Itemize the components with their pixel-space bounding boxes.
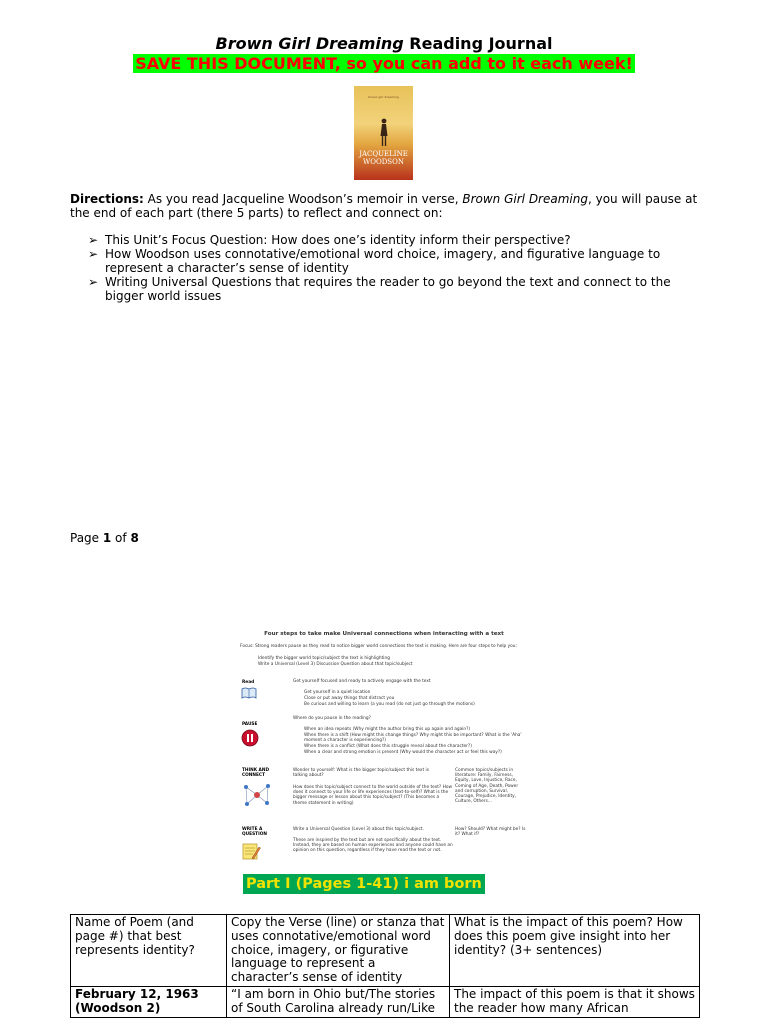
step-pause-intro: Where do you pause in the reading?: [293, 716, 371, 721]
bullet-text: Writing Universal Questions that requires the reader to go beyond the text and connect to the bigger world issues: [105, 275, 671, 303]
title-book-name: Brown Girl Dreaming: [215, 34, 404, 53]
cover-author-last: WOODSON: [363, 158, 404, 166]
steps-focus: Focus: Strong readers pause as they read to notice bigger world connections the text is making. Here are four steps to help you:: [240, 644, 517, 649]
step-pause-item: When an idea repeats (Why might the author bring this up again and again?): [304, 727, 471, 732]
page-current: 1: [102, 531, 112, 545]
cell-impact[interactable]: The impact of this poem is that it shows the reader how many African: [450, 986, 700, 1017]
bullet-text: How Woodson uses connotative/emotional word choice, imagery, and figurative language to represent a character’s sense of identity: [105, 247, 661, 275]
page-number: [70, 531, 139, 545]
page-total: 8: [130, 531, 139, 545]
step-think-intro: Wonder to yourself: What is the bigger topic/subject this text is talking about?: [293, 768, 429, 779]
network-icon: [242, 782, 272, 808]
save-notice-wrap: [0, 54, 768, 73]
step-write-side: How? Should? What might be? Is it? What if?: [455, 827, 526, 838]
step-think-detail: How does this topic/subject connect to the world outside of the text? How does it connect to your life or life experiences (text-to-self)? What is the bigger message or lesson about this topic/subject? (This becomes a theme statement in writing): [293, 785, 452, 806]
step-pause-item: When a clear and strong emotion is present (Why would the character act or feel this way?): [304, 750, 502, 755]
steps-focus-item: Write a Universal (Level 3) Discussion Question about that topic/subject: [258, 662, 413, 667]
girl-silhouette-icon: [379, 118, 389, 148]
header-cell-impact: What is the impact of this poem? How does this poem give insight into her identity? (3+ sentences): [450, 915, 700, 987]
cell-poem[interactable]: February 12, 1963 (Woodson 2): [71, 986, 227, 1017]
header-cell-poem: Name of Poem (and page #) that best represents identity?: [71, 915, 227, 987]
directions-text-after: , you will pause at the end of each part (there 5 parts) to reflect and connect on:: [70, 192, 698, 220]
part-heading: Part I (Pages 1-41) i am born: [243, 874, 485, 894]
arrow-bullet-icon: ➢: [88, 275, 99, 289]
journal-table: [70, 914, 700, 1018]
title-rest: Reading Journal: [403, 34, 553, 53]
header-cell-verse: Copy the Verse (line) or stanza that uses connotative/emotional word choice, imagery, or figurative language to represent a character’s sense of identity: [227, 915, 450, 987]
steps-focus-item: Identify the bigger world topic/subject the text is highlighting: [258, 656, 390, 661]
arrow-bullet-icon: ➢: [88, 247, 99, 261]
step-write-detail: These are inspired by the text but are not specifically about the text. Instead, they are based on human experiences and anyone could have an opinion on this question, regardless if they have read the text or not.: [293, 838, 453, 854]
step-write-intro: Write a Universal Question (Level 3) about this topic/subject.: [293, 827, 424, 832]
page-label: Page: [70, 531, 103, 545]
save-notice: SAVE THIS DOCUMENT, so you can add to it each week!: [135, 54, 633, 73]
book-icon: [241, 687, 257, 699]
steps-title: Four steps to take make Universal connections when interacting with a text: [264, 631, 504, 637]
step-think-side: Common topics/subjects in literature: Family, Fairness, Equity, Love, Injustice, Race, Coming of Age, Death, Power and corruption, Survival, Courage, Prejudice, Identity, Culture, Others...: [455, 768, 519, 805]
document-title: [0, 34, 768, 53]
step-read-intro: Get yourself focused and ready to actively engage with the text: [293, 679, 431, 684]
cover-author-first: JACQUELINE: [359, 150, 408, 158]
step-think-label: THINK AND CONNECT: [242, 768, 270, 779]
step-read-item: Get yourself in a quiet location: [304, 690, 371, 695]
directions-paragraph: [70, 192, 710, 220]
page-of-label: of: [111, 531, 131, 545]
step-read-item: Close or put away things that distract you: [304, 696, 395, 701]
notepad-pencil-icon: [241, 841, 261, 861]
list-item: [88, 247, 708, 275]
cover-subtitle: brown girl dreaming: [368, 95, 399, 99]
directions-book-name: Brown Girl Dreaming: [462, 192, 588, 206]
bullet-text: This Unit’s Focus Question: How does one’s identity inform their perspective?: [105, 233, 571, 247]
directions-label: Directions:: [70, 192, 144, 206]
step-pause-item: When there is a conflict (What does this struggle reveal about the character?): [304, 744, 472, 749]
step-read-item: Be curious and willing to learn (a you read (do not just go through the motions): [304, 702, 475, 707]
pause-button-icon: [241, 729, 259, 747]
step-write-label: WRITE A QUESTION: [242, 827, 267, 838]
directions-bullet-list: [88, 233, 708, 303]
list-item: [88, 275, 708, 303]
directions-text-before: As you read Jacqueline Woodson’s memoir in verse,: [143, 192, 463, 206]
table-header-row: [71, 915, 700, 987]
four-steps-graphic: [238, 630, 530, 862]
table-row: [71, 986, 700, 1017]
cover-author: [354, 150, 413, 166]
step-pause-label: PAUSE: [242, 722, 258, 727]
step-pause-item: When there is a shift (How might this change things? Why might this be important? What is the 'Aha' moment a character is experiencing?): [304, 733, 522, 744]
arrow-bullet-icon: ➢: [88, 233, 99, 247]
cell-verse[interactable]: “I am born in Ohio but/The stories of South Carolina already run/Like: [227, 986, 450, 1017]
book-cover-image: [354, 86, 413, 180]
list-item: [88, 233, 708, 247]
step-read-label: Read: [242, 680, 255, 685]
